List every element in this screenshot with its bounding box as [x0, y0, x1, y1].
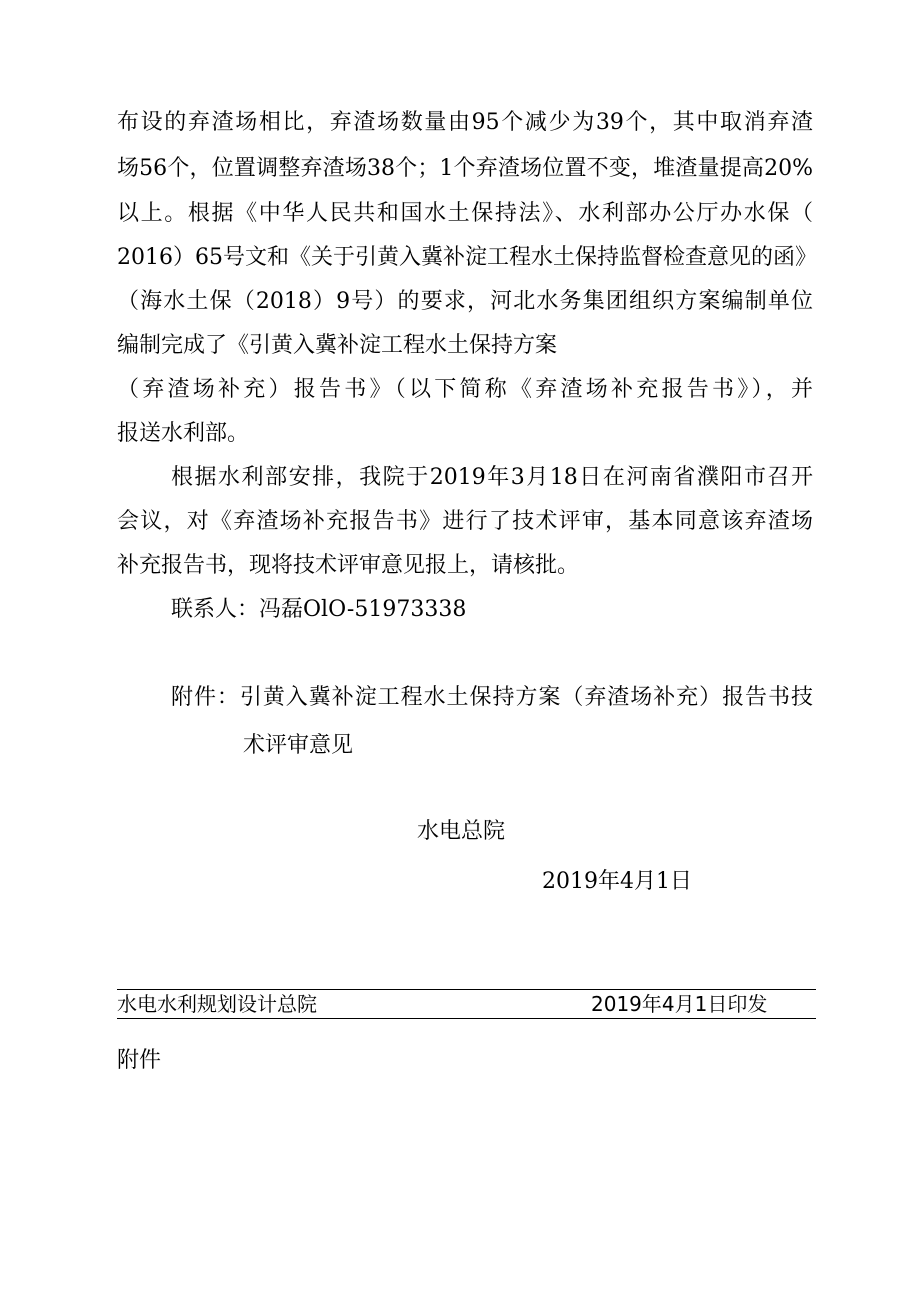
body-line-4: 2016）65号文和《关于引黄入冀补淀工程水土保持监督检查意见的函》: [117, 245, 817, 270]
footer-issuer: 水电水利规划设计总院: [117, 992, 317, 1016]
body-line-10: 会议，对《弃渣场补充报告书》进行了技术评审，基本同意该弃渣场: [117, 509, 813, 534]
signature-org: 水电总院: [417, 819, 506, 844]
annex-heading: 附件: [117, 1048, 162, 1073]
body-line-9: 根据水利部安排，我院于2019年3月18日在河南省濮阳市召开: [171, 465, 813, 490]
body-line-7: （弃渣场补充）报告书》（以下简称《弃渣场补充报告书》），并: [117, 377, 813, 402]
body-line-2: 场56个，位置调整弃渣场38个；1个弃渣场位置不变，堆渣量提高20%: [117, 156, 813, 181]
footer-print-date: 2019年4月1日印发: [591, 992, 768, 1016]
contact-line: 联系人：冯磊OlO-51973338: [171, 597, 467, 622]
attachment-line-2: 术评审意见: [243, 733, 354, 758]
attachment-line-1: 附件：引黄入冀补淀工程水土保持方案（弃渣场补充）报告书技: [171, 685, 813, 710]
signature-date: 2019年4月1日: [542, 869, 692, 894]
body-line-8: 报送水利部。: [117, 421, 250, 446]
body-line-11: 补充报告书，现将技术评审意见报上，请核批。: [117, 553, 580, 578]
footer-bottom-rule: [117, 1018, 816, 1019]
body-line-6: 编制完成了《引黄入冀补淀工程水土保持方案: [117, 333, 558, 358]
body-line-3: 以上。根据《中华人民共和国水土保持法》、水利部办公厅办水保（: [117, 201, 813, 226]
body-line-1: 布设的弃渣场相比，弃渣场数量由95个减少为39个，其中取消弃渣: [117, 110, 813, 135]
body-line-5: （海水土保（2018）9号）的要求，河北水务集团组织方案编制单位: [117, 289, 813, 314]
